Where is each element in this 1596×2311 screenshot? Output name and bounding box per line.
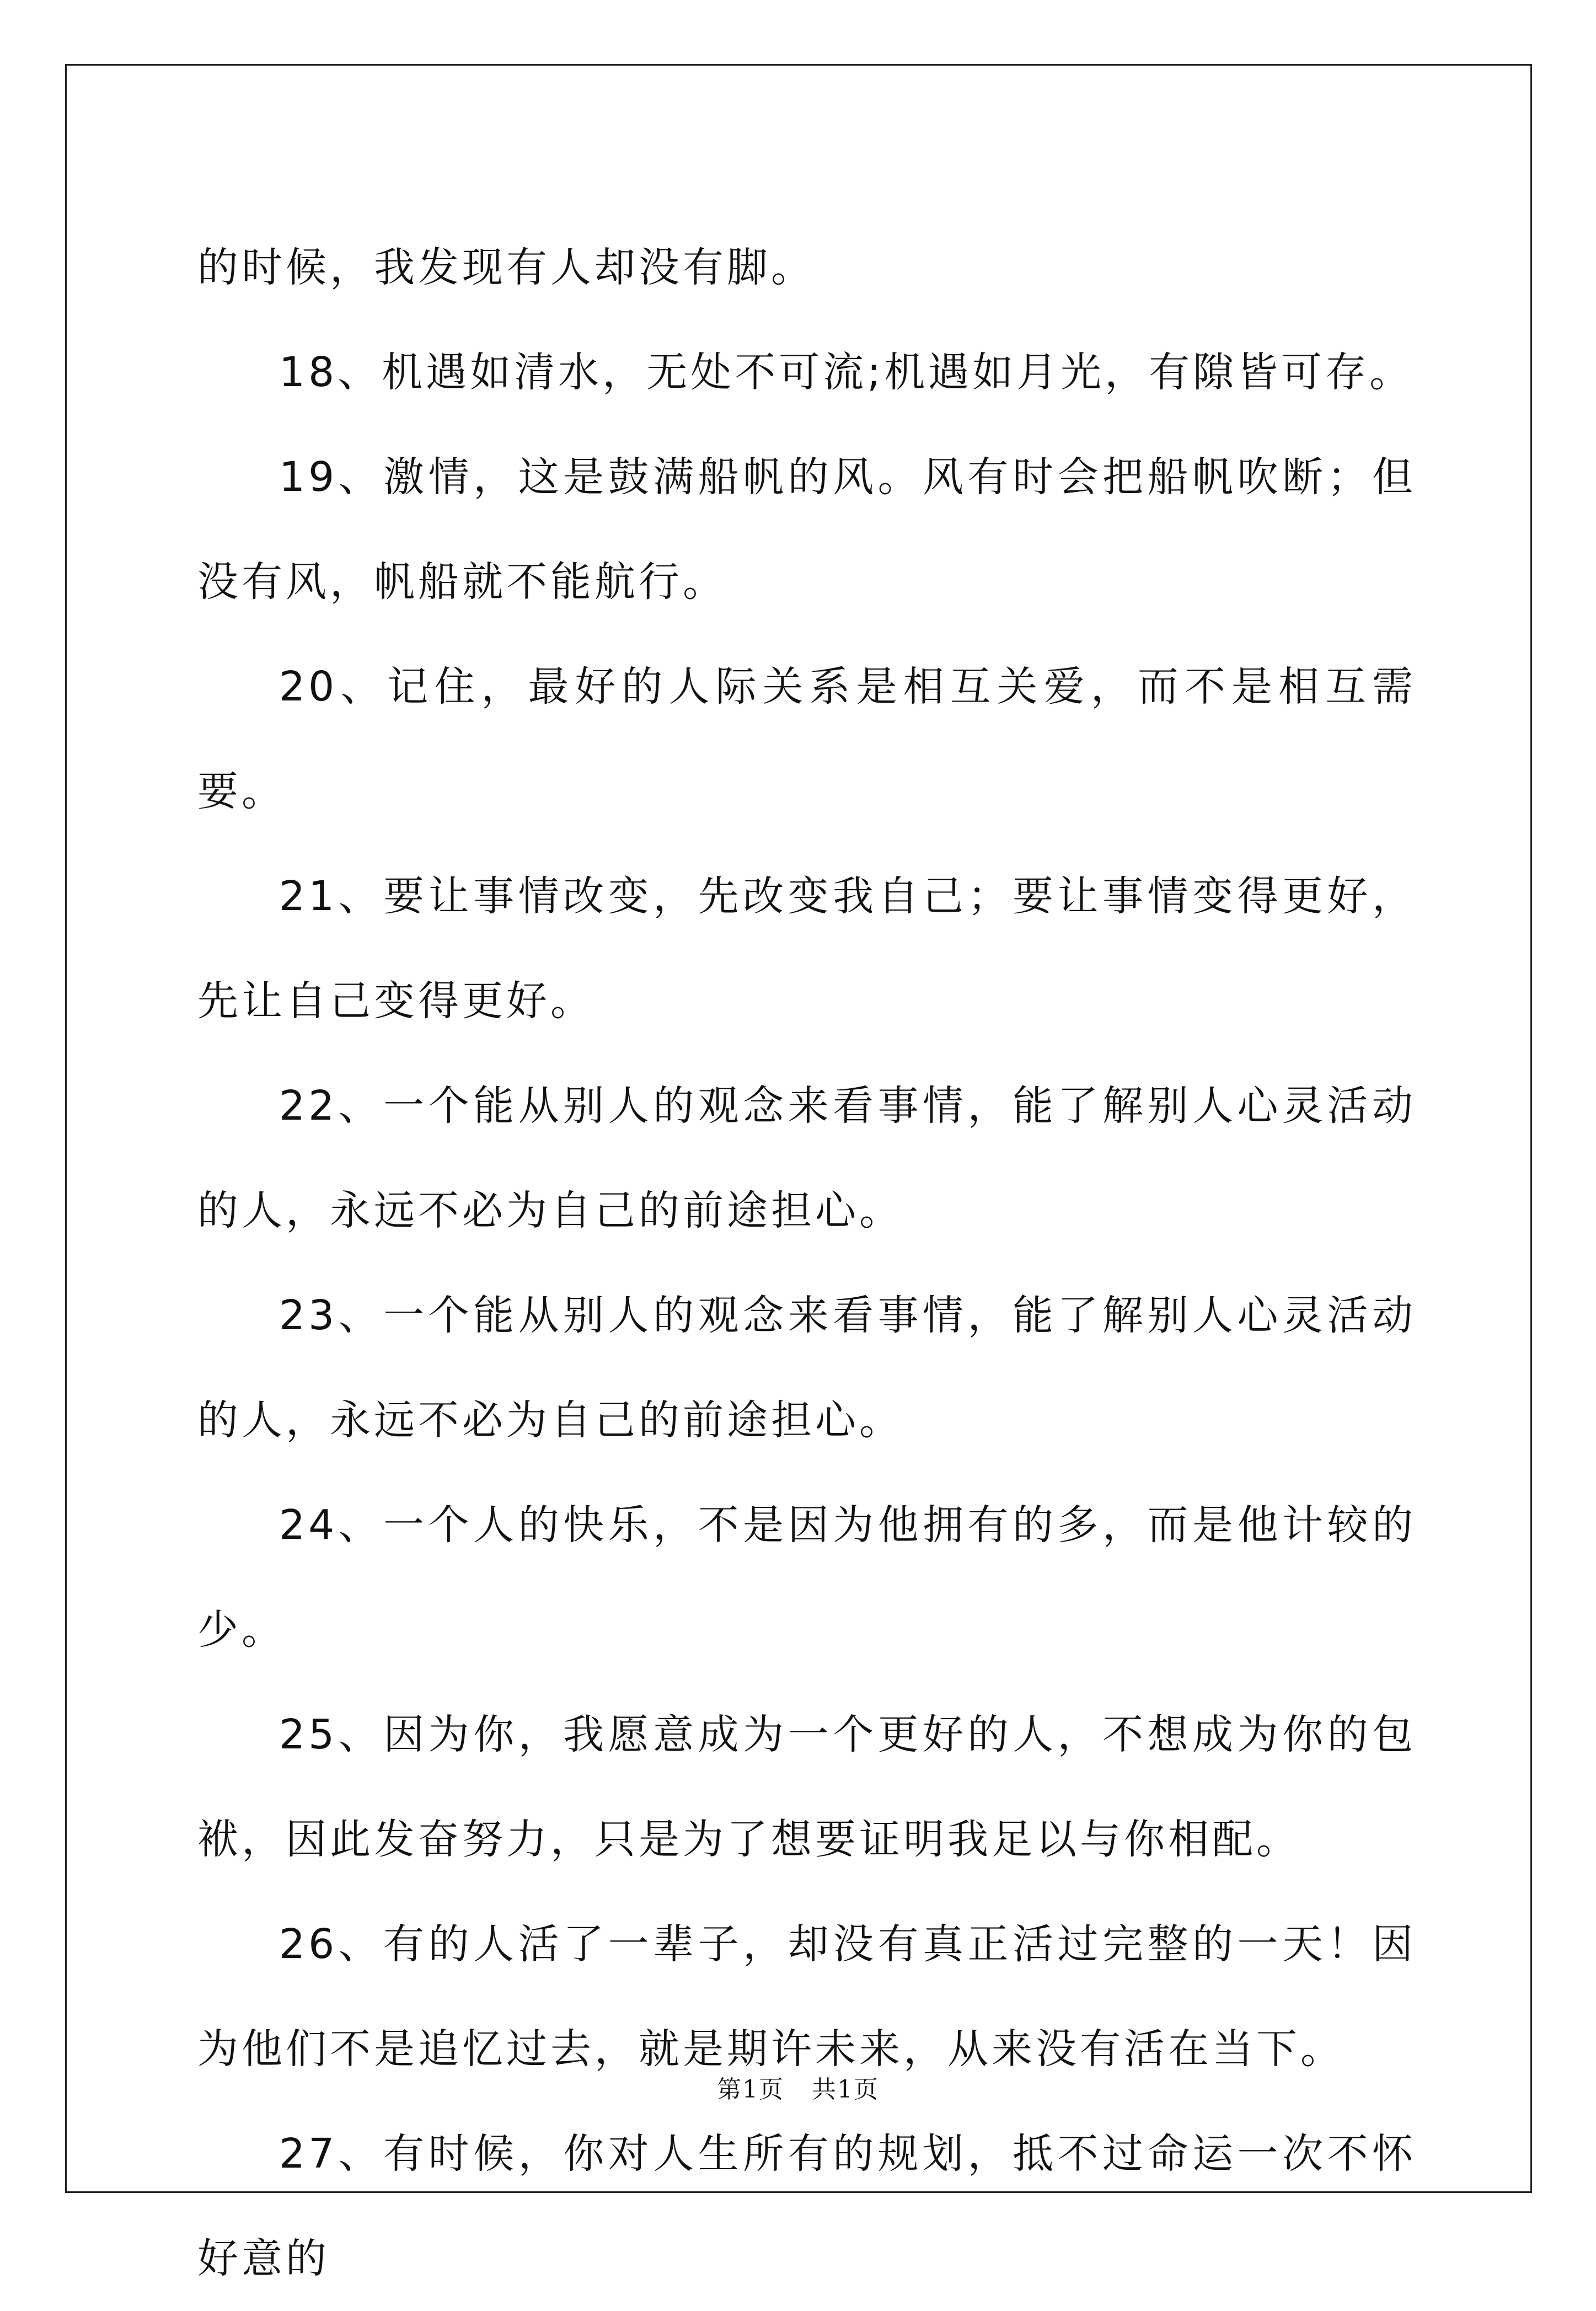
paragraph-19: 19、激情，这是鼓满船帆的风。风有时会把船帆吹断；但没有风，帆船就不能航行。 [197,453,1416,606]
paragraph-18: 18、机遇如清水，无处不可流;机遇如月光，有隙皆可存。 [279,349,1414,396]
paragraph-continuation: 的时候，我发现有人却没有脚。 [197,244,815,291]
page-footer [0,2069,1596,2105]
paragraph-26: 26、有的人活了一辈子，却没有真正活过完整的一天！因为他们不是追忆过去，就是期许未来，从来没有活在当下。 [197,1921,1416,2073]
paragraph-23: 23、一个能从别人的观念来看事情，能了解别人心灵活动的人，永远不必为自己的前途担心。 [197,1292,1416,1444]
paragraph-22: 22、一个能从别人的观念来看事情，能了解别人心灵活动的人，永远不必为自己的前途担心。 [197,1082,1416,1234]
document-body [197,215,1416,2311]
page-number-current: 第1页 [717,2075,784,2104]
paragraph-27: 27、有时候，你对人生所有的规划，抵不过命运一次不怀好意的 [197,2130,1416,2282]
paragraph-20: 20、记住，最好的人际关系是相互关爱，而不是相互需要。 [197,663,1416,815]
page-number-total: 共1页 [812,2075,879,2104]
paragraph-21: 21、要让事情改变，先改变我自己；要让事情变得更好，先让自己变得更好。 [197,873,1416,1025]
paragraph-25: 25、因为你，我愿意成为一个更好的人，不想成为你的包袱，因此发奋努力，只是为了想要证明我足以与你相配。 [197,1711,1416,1863]
paragraph-24: 24、一个人的快乐，不是因为他拥有的多，而是他计较的少。 [197,1501,1416,1654]
